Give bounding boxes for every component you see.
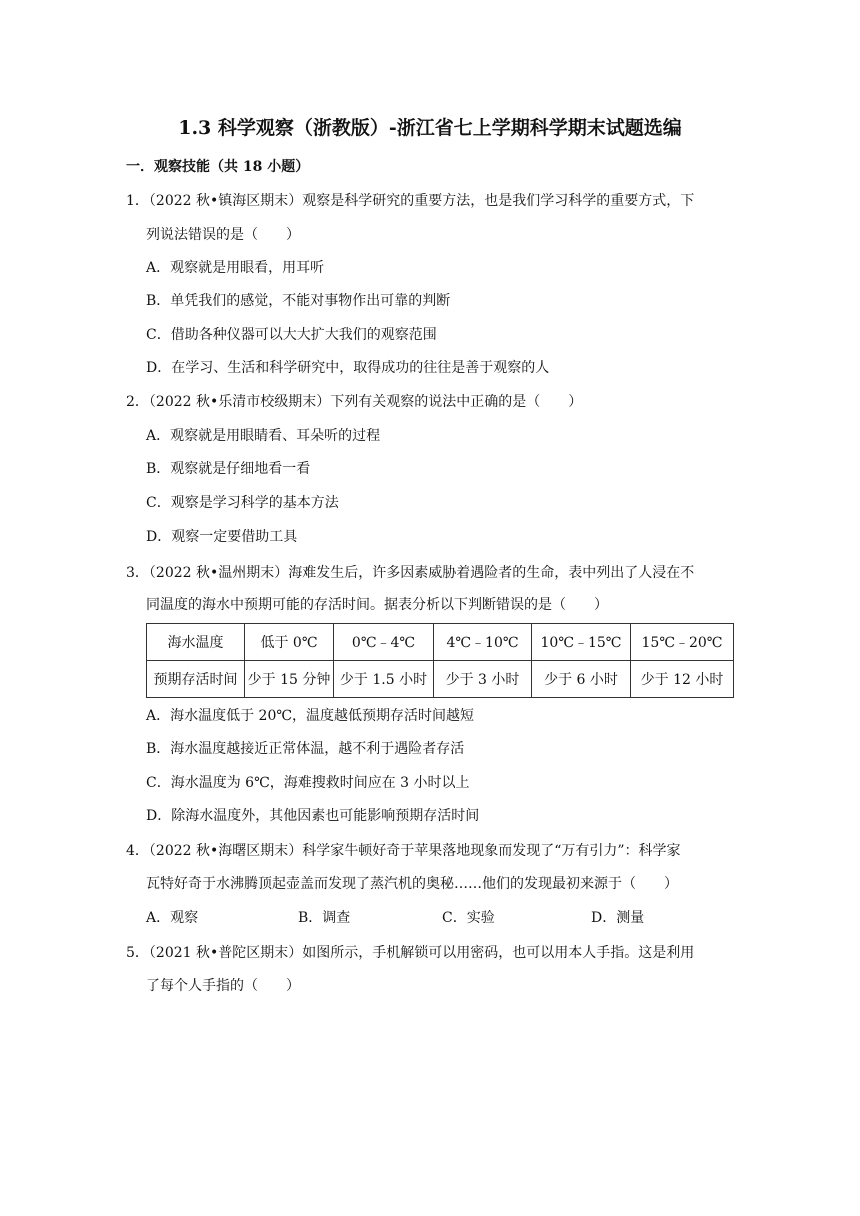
question-3-option-c: C．海水温度为 6℃，海难搜救时间应在 3 小时以上 xyxy=(146,775,470,791)
table-cell: 少于 1.5 小时 xyxy=(334,661,434,698)
section-heading: 一．观察技能（共 18 小题） xyxy=(126,159,310,175)
table-cell: 海水温度 xyxy=(147,624,245,661)
question-4-option-a: A．观察 xyxy=(146,910,199,926)
question-1-stem-line1: 1．（2022 秋•镇海区期末）观察是科学研究的重要方法，也是我们学习科学的重要方式，下 xyxy=(126,193,695,209)
question-5-stem-line2: 了每个人手指的（ ） xyxy=(146,978,300,994)
table-row xyxy=(147,661,734,698)
question-5-stem-line1: 5．（2021 秋•普陀区期末）如图所示，手机解锁可以用密码，也可以用本人手指。这是利用 xyxy=(126,945,695,961)
question-1-stem-line2: 列说法错误的是（ ） xyxy=(146,227,300,243)
table-cell: 预期存活时间 xyxy=(147,661,245,698)
table-cell: 15℃﹣20℃ xyxy=(631,624,734,661)
table-row xyxy=(147,624,734,661)
table-cell: 少于 3 小时 xyxy=(434,661,532,698)
question-2-option-d: D．观察一定要借助工具 xyxy=(146,529,298,545)
survival-time-table xyxy=(146,623,734,698)
question-4-option-b: B．调查 xyxy=(298,910,351,926)
table-cell: 0℃﹣4℃ xyxy=(334,624,434,661)
question-4-option-c: C．实验 xyxy=(442,910,495,926)
question-1-option-b: B．单凭我们的感觉，不能对事物作出可靠的判断 xyxy=(146,293,451,309)
question-2-stem-line1: 2．（2022 秋•乐清市校级期末）下列有关观察的说法中正确的是（ ） xyxy=(126,394,583,410)
document-title: 1.3 科学观察（浙教版）-浙江省七上学期科学期末试题选编 xyxy=(178,117,682,139)
question-2-option-a: A．观察就是用眼睛看、耳朵听的过程 xyxy=(146,428,381,444)
table-cell: 10℃﹣15℃ xyxy=(532,624,631,661)
question-3-option-b: B．海水温度越接近正常体温，越不利于遇险者存活 xyxy=(146,741,465,757)
table-cell: 少于 12 小时 xyxy=(631,661,734,698)
question-1-option-a: A．观察就是用眼看，用耳听 xyxy=(146,260,325,276)
question-3-option-d: D．除海水温度外，其他因素也可能影响预期存活时间 xyxy=(146,808,480,824)
question-4-stem-line1: 4．（2022 秋•海曙区期末）科学家牛顿好奇于苹果落地现象而发现了“万有引力”：科学家 xyxy=(126,843,681,859)
question-3-stem-line2: 同温度的海水中预期可能的存活时间。据表分析以下判断错误的是（ ） xyxy=(146,597,608,613)
table-cell: 低于 0℃ xyxy=(245,624,334,661)
question-1-option-d: D．在学习、生活和科学研究中，取得成功的往往是善于观察的人 xyxy=(146,360,550,376)
question-1-option-c: C．借助各种仪器可以大大扩大我们的观察范围 xyxy=(146,327,437,343)
question-3-stem-line1: 3．（2022 秋•温州期末）海难发生后，许多因素威胁着遇险者的生命，表中列出了人浸在不 xyxy=(126,565,695,581)
question-2-option-b: B．观察就是仔细地看一看 xyxy=(146,461,311,477)
question-2-option-c: C．观察是学习科学的基本方法 xyxy=(146,495,339,511)
table-cell: 少于 15 分钟 xyxy=(245,661,334,698)
table-cell: 4℃﹣10℃ xyxy=(434,624,532,661)
question-3-option-a: A．海水温度低于 20℃，温度越低预期存活时间越短 xyxy=(146,708,475,724)
question-4-stem-line2: 瓦特好奇于水沸腾顶起壶盖而发现了蒸汽机的奥秘……他们的发现最初来源于（ ） xyxy=(146,876,678,892)
question-4-option-d: D．测量 xyxy=(591,910,645,926)
table-cell: 少于 6 小时 xyxy=(532,661,631,698)
